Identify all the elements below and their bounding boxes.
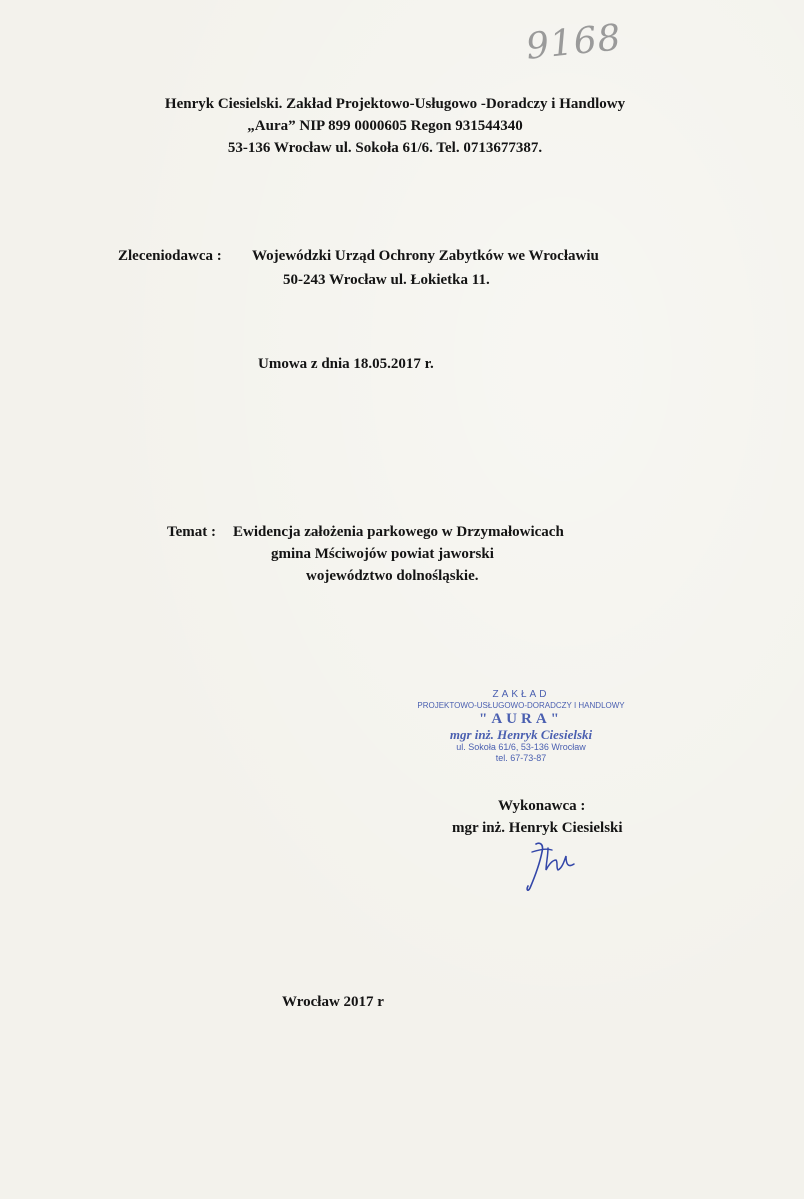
client-address: 50-243 Wrocław ul. Łokietka 11. xyxy=(283,272,490,288)
contractor-name: mgr inż. Henryk Ciesielski xyxy=(452,820,623,836)
archive-number-handwritten: 9168 xyxy=(524,17,624,68)
stamp-line-6: tel. 67-73-87 xyxy=(495,753,547,763)
contract-date: Umowa z dnia 18.05.2017 r. xyxy=(258,356,434,372)
contractor-label: Wykonawca : xyxy=(498,798,586,814)
subject-line-1: Ewidencja założenia parkowego w Drzymałowicach xyxy=(233,524,564,540)
header-line-registration: „Aura” NIP 899 0000605 Regon 931544340 xyxy=(247,118,523,134)
company-stamp xyxy=(410,688,632,764)
stamp-line-4: mgr inż. Henryk Ciesielski xyxy=(449,727,593,742)
header-line-company: Henryk Ciesielski. Zakład Projektowo-Usługowo -Doradczy i Handlowy xyxy=(164,96,626,112)
handwritten-signature xyxy=(522,838,582,894)
stamp-line-2: PROJEKTOWO-USŁUGOWO-DORADCZY I HANDLOWY xyxy=(417,701,625,710)
subject-line-3: województwo dolnośląskie. xyxy=(306,568,479,584)
client-name: Wojewódzki Urząd Ochrony Zabytków we Wrocławiu xyxy=(252,248,599,264)
subject-label: Temat : xyxy=(167,524,217,540)
stamp-line-5: ul. Sokoła 61/6, 53-136 Wrocław xyxy=(456,742,586,752)
stamp-line-3: "AURA" xyxy=(479,711,563,727)
place-and-year: Wrocław 2017 r xyxy=(282,994,384,1010)
subject-line-2: gmina Mściwojów powiat jaworski xyxy=(271,546,494,562)
header-line-address: 53-136 Wrocław ul. Sokoła 61/6. Tel. 0713677387. xyxy=(227,140,543,156)
stamp-line-1: ZAKŁAD xyxy=(492,689,550,700)
client-label: Zleceniodawca : xyxy=(118,248,222,264)
